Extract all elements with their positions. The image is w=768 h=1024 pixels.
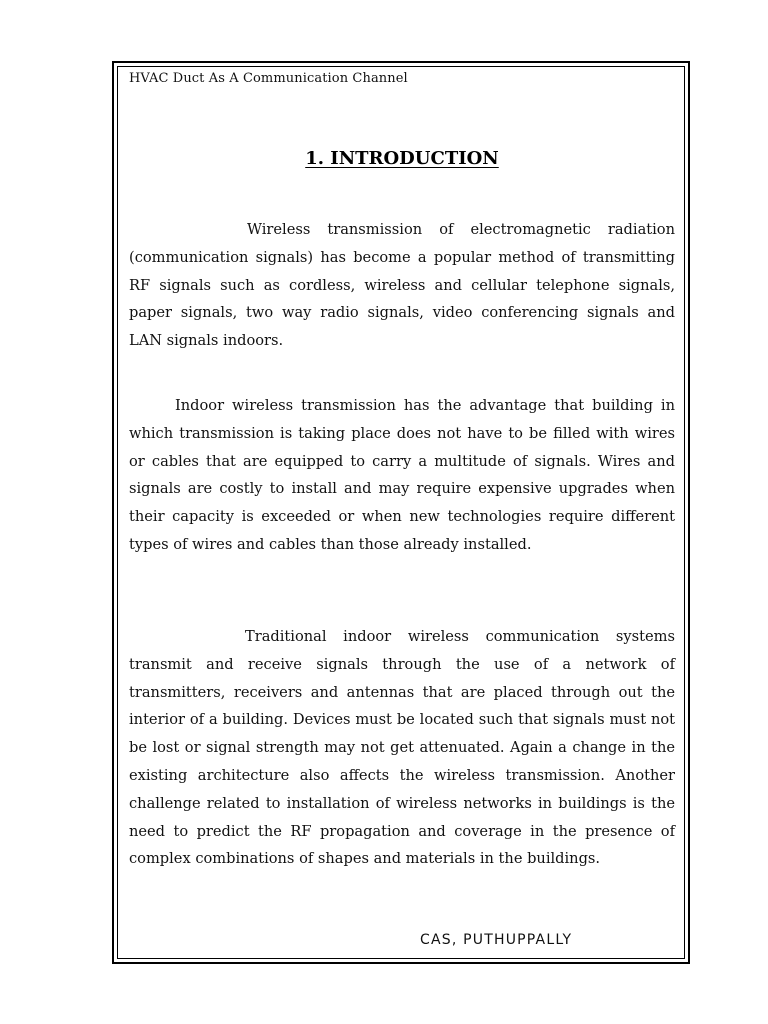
footer-institution: CAS, PUTHUPPALLY <box>420 932 573 948</box>
paragraph-3: Traditional indoor wireless communication systems transmit and receive signals through the use of a network of transmitters, receivers and antennas that are placed through out the interior of a building. Devices must be located such that signals must not be lost or signal strength may not get attenuated. Again a change in the existing architecture also affects the wireless transmission. Another challenge related to installation of wireless networks in buildings is the need to predict the RF propagation and coverage in the presence of complex combinations of shapes and materials in the buildings. <box>129 628 675 868</box>
section-title <box>129 148 675 169</box>
paragraph-2: Indoor wireless transmission has the advantage that building in which transmission is taking place does not have to be filled with wires or cables that are equipped to carry a multitude of signals. Wires and signals are costly to install and may require expensive upgrades when their capacity is exceeded or when new technologies require different types of wires and cables than those already installed. <box>129 397 675 553</box>
section-title-text: 1. INTRODUCTION <box>305 148 499 169</box>
paragraph-1: Wireless transmission of electromagnetic radiation (communication signals) has become a popular method of transmitting RF signals such as cordless, wireless and cellular telephone signals, paper signals, two way radio signals, video conferencing signals and LAN signals indoors. <box>129 221 675 350</box>
running-header: HVAC Duct As A Communication Channel <box>129 71 408 86</box>
